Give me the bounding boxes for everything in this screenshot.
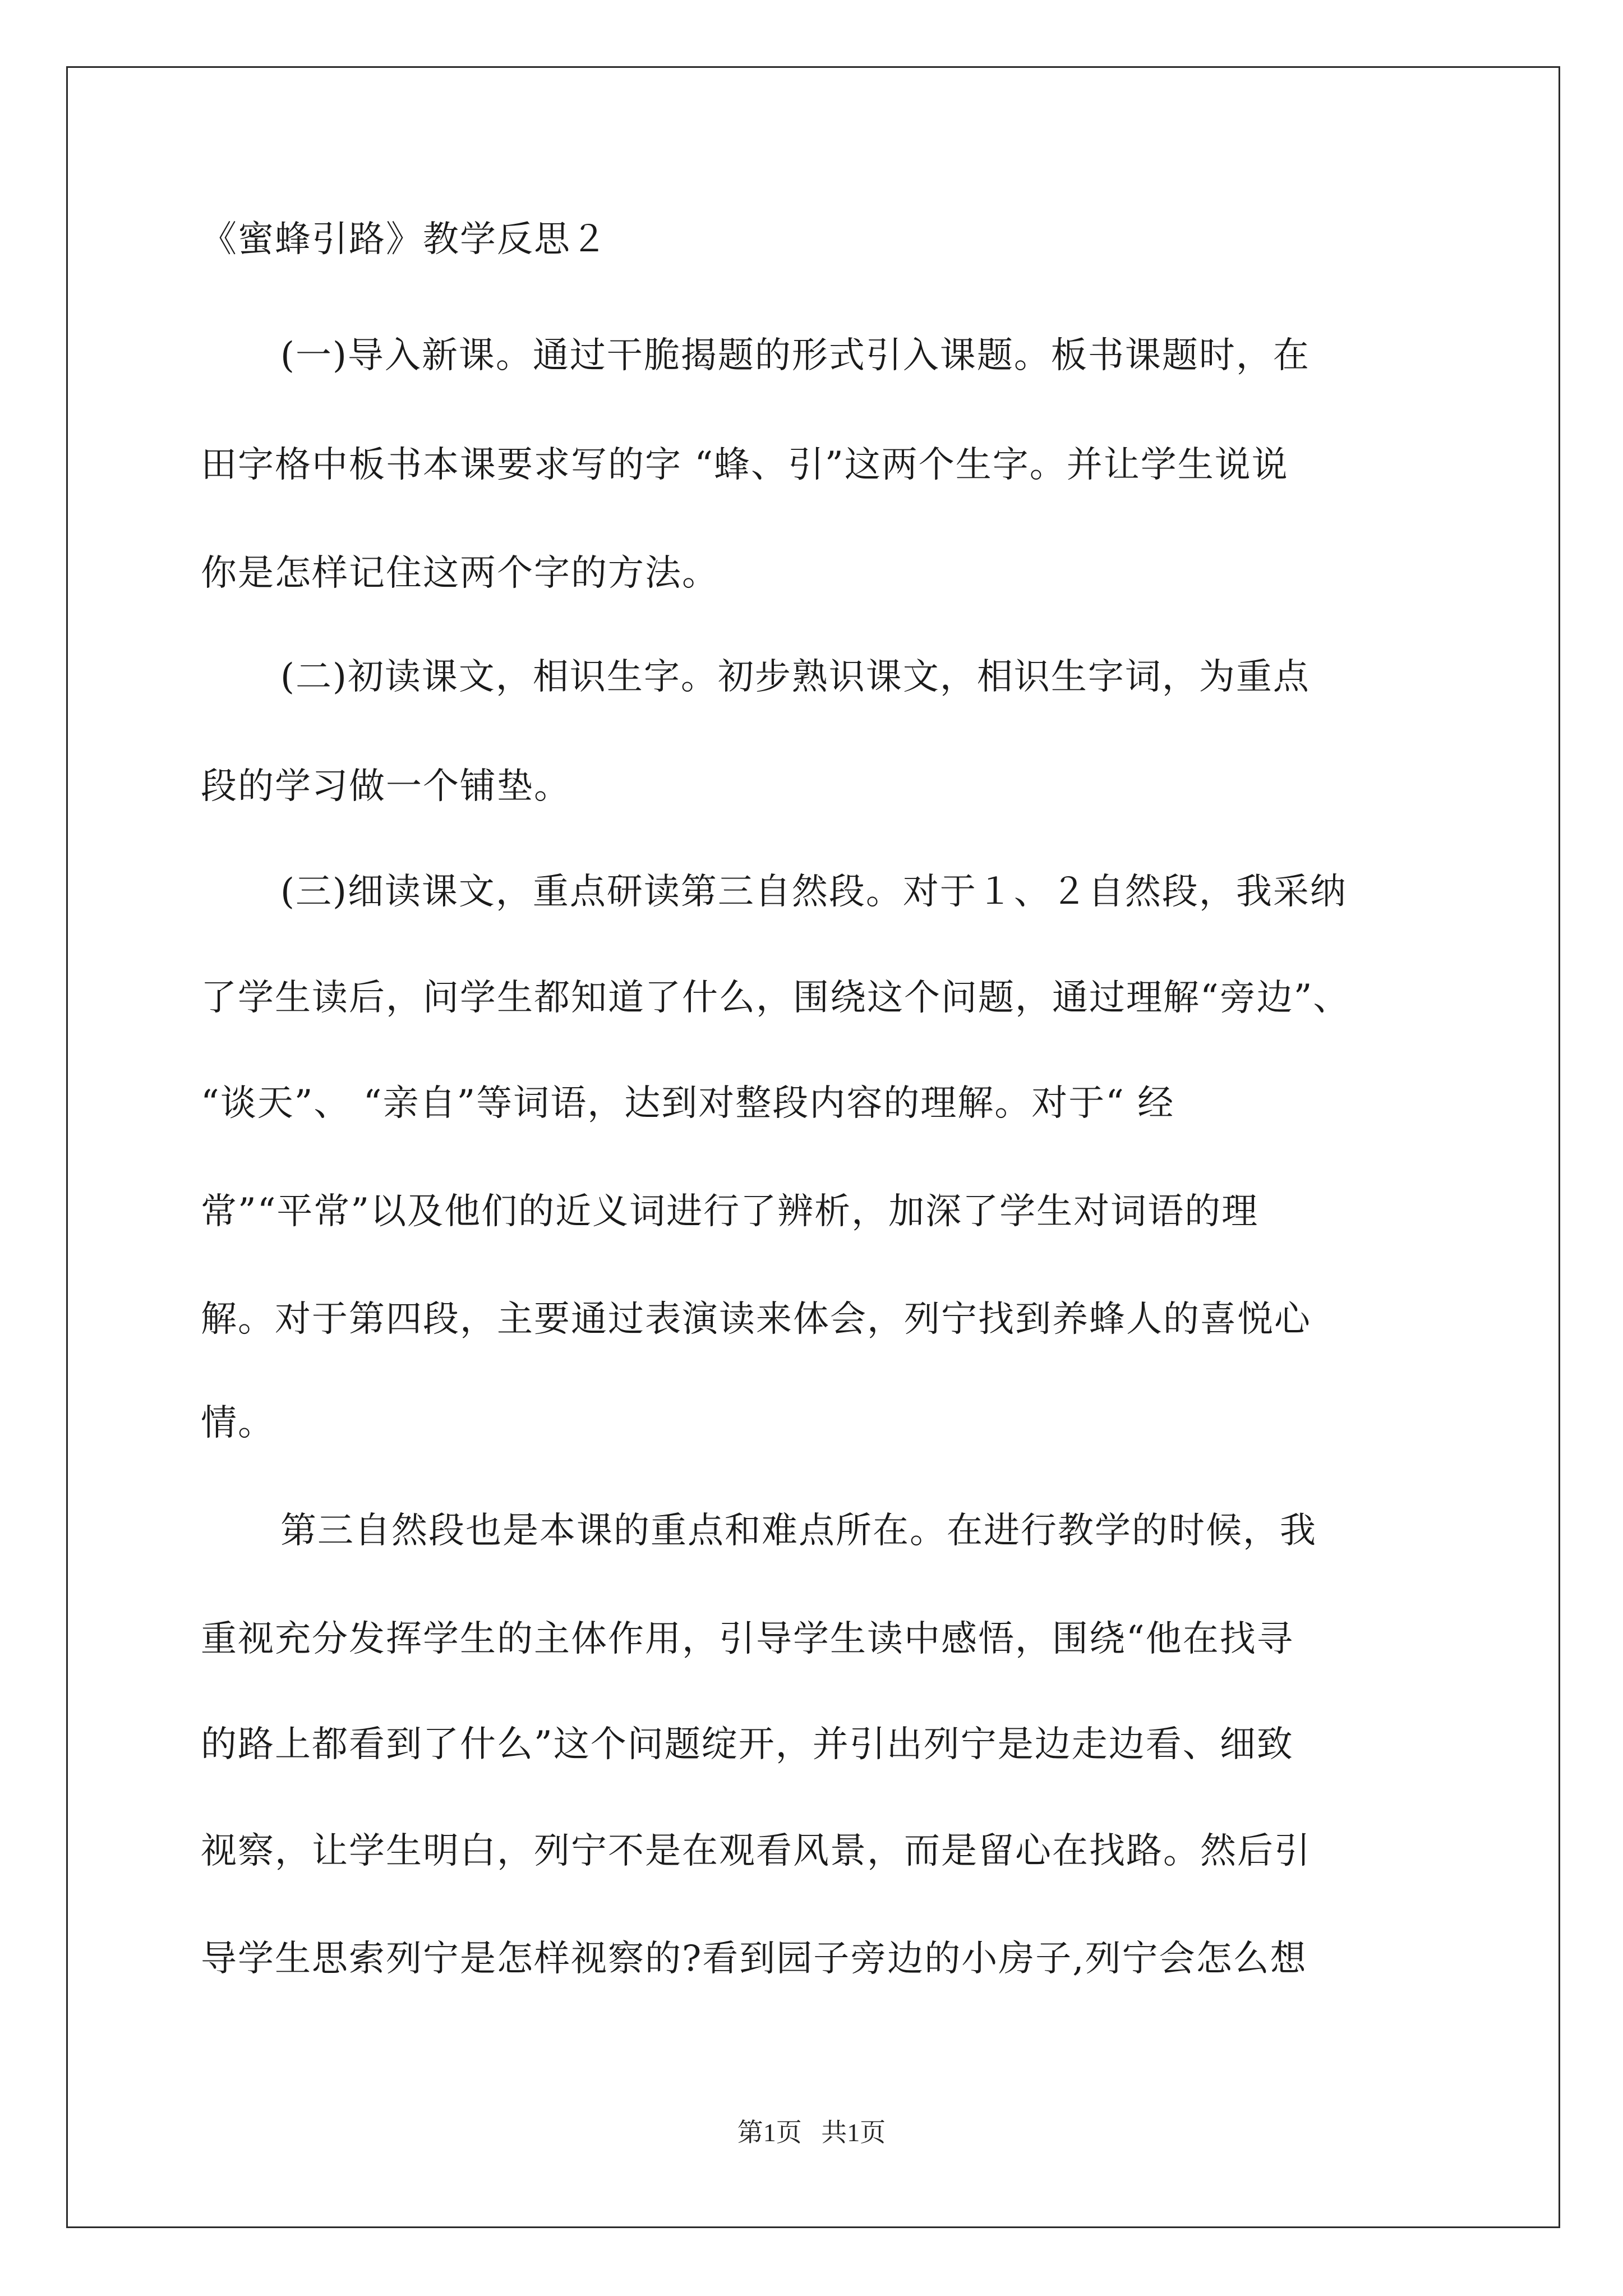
paragraph-line: 段的学习做一个铺垫。 (201, 766, 571, 807)
paragraph-line: (一)导入新课。通过干脆揭题的形式引入课题。板书课题时，在 (280, 335, 1310, 376)
paragraph-line: 的路上都看到了什么”这个问题绽开，并引出列宁是边走边看、细致 (201, 1724, 1294, 1765)
page-number-footer: 第1页 共1页 (737, 2118, 886, 2147)
paragraph-line: 你是怎样记住这两个字的方法。 (201, 553, 719, 594)
paragraph-line: 情。 (201, 1402, 275, 1444)
paragraph-line: (二)初读课文，相识生字。初步熟识课文，相识生字词，为重点 (280, 656, 1310, 698)
paragraph-line: 常”“平常”以及他们的近义词进行了辨析，加深了学生对词语的理 (201, 1191, 1259, 1232)
paragraph-line: 了学生读后，问学生都知道了什么，围绕这个问题，通过理解“旁边”、 (201, 977, 1350, 1019)
paragraph-line: (三)细读课文，重点研读第三自然段。对于１、２自然段，我采纳 (280, 871, 1347, 913)
paragraph-line: 视察，让学生明白，列宁不是在观看风景，而是留心在找路。然后引 (201, 1830, 1311, 1872)
paragraph-line: 第三自然段也是本课的重点和难点所在。在进行教学的时候，我 (280, 1510, 1317, 1552)
paragraph-line: 田字格中板书本课要求写的字 “蜂、引”这两个生字。并让学生说说 (201, 444, 1289, 486)
document-title: 《蜜蜂引路》教学反思２ (201, 219, 608, 260)
paragraph-line: 重视充分发挥学生的主体作用，引导学生读中感悟，围绕“他在找寻 (201, 1618, 1294, 1660)
page-border (66, 66, 1560, 2228)
paragraph-line: “谈天”、 “亲自”等词语，达到对整段内容的理解。对于“ 经 (201, 1083, 1175, 1124)
paragraph-line: 导学生思索列宁是怎样视察的?看到园子旁边的小房子,列宁会怎么想 (201, 1938, 1307, 1980)
paragraph-line: 解。对于第四段，主要通过表演读来体会，列宁找到养蜂人的喜悦心 (201, 1299, 1311, 1340)
